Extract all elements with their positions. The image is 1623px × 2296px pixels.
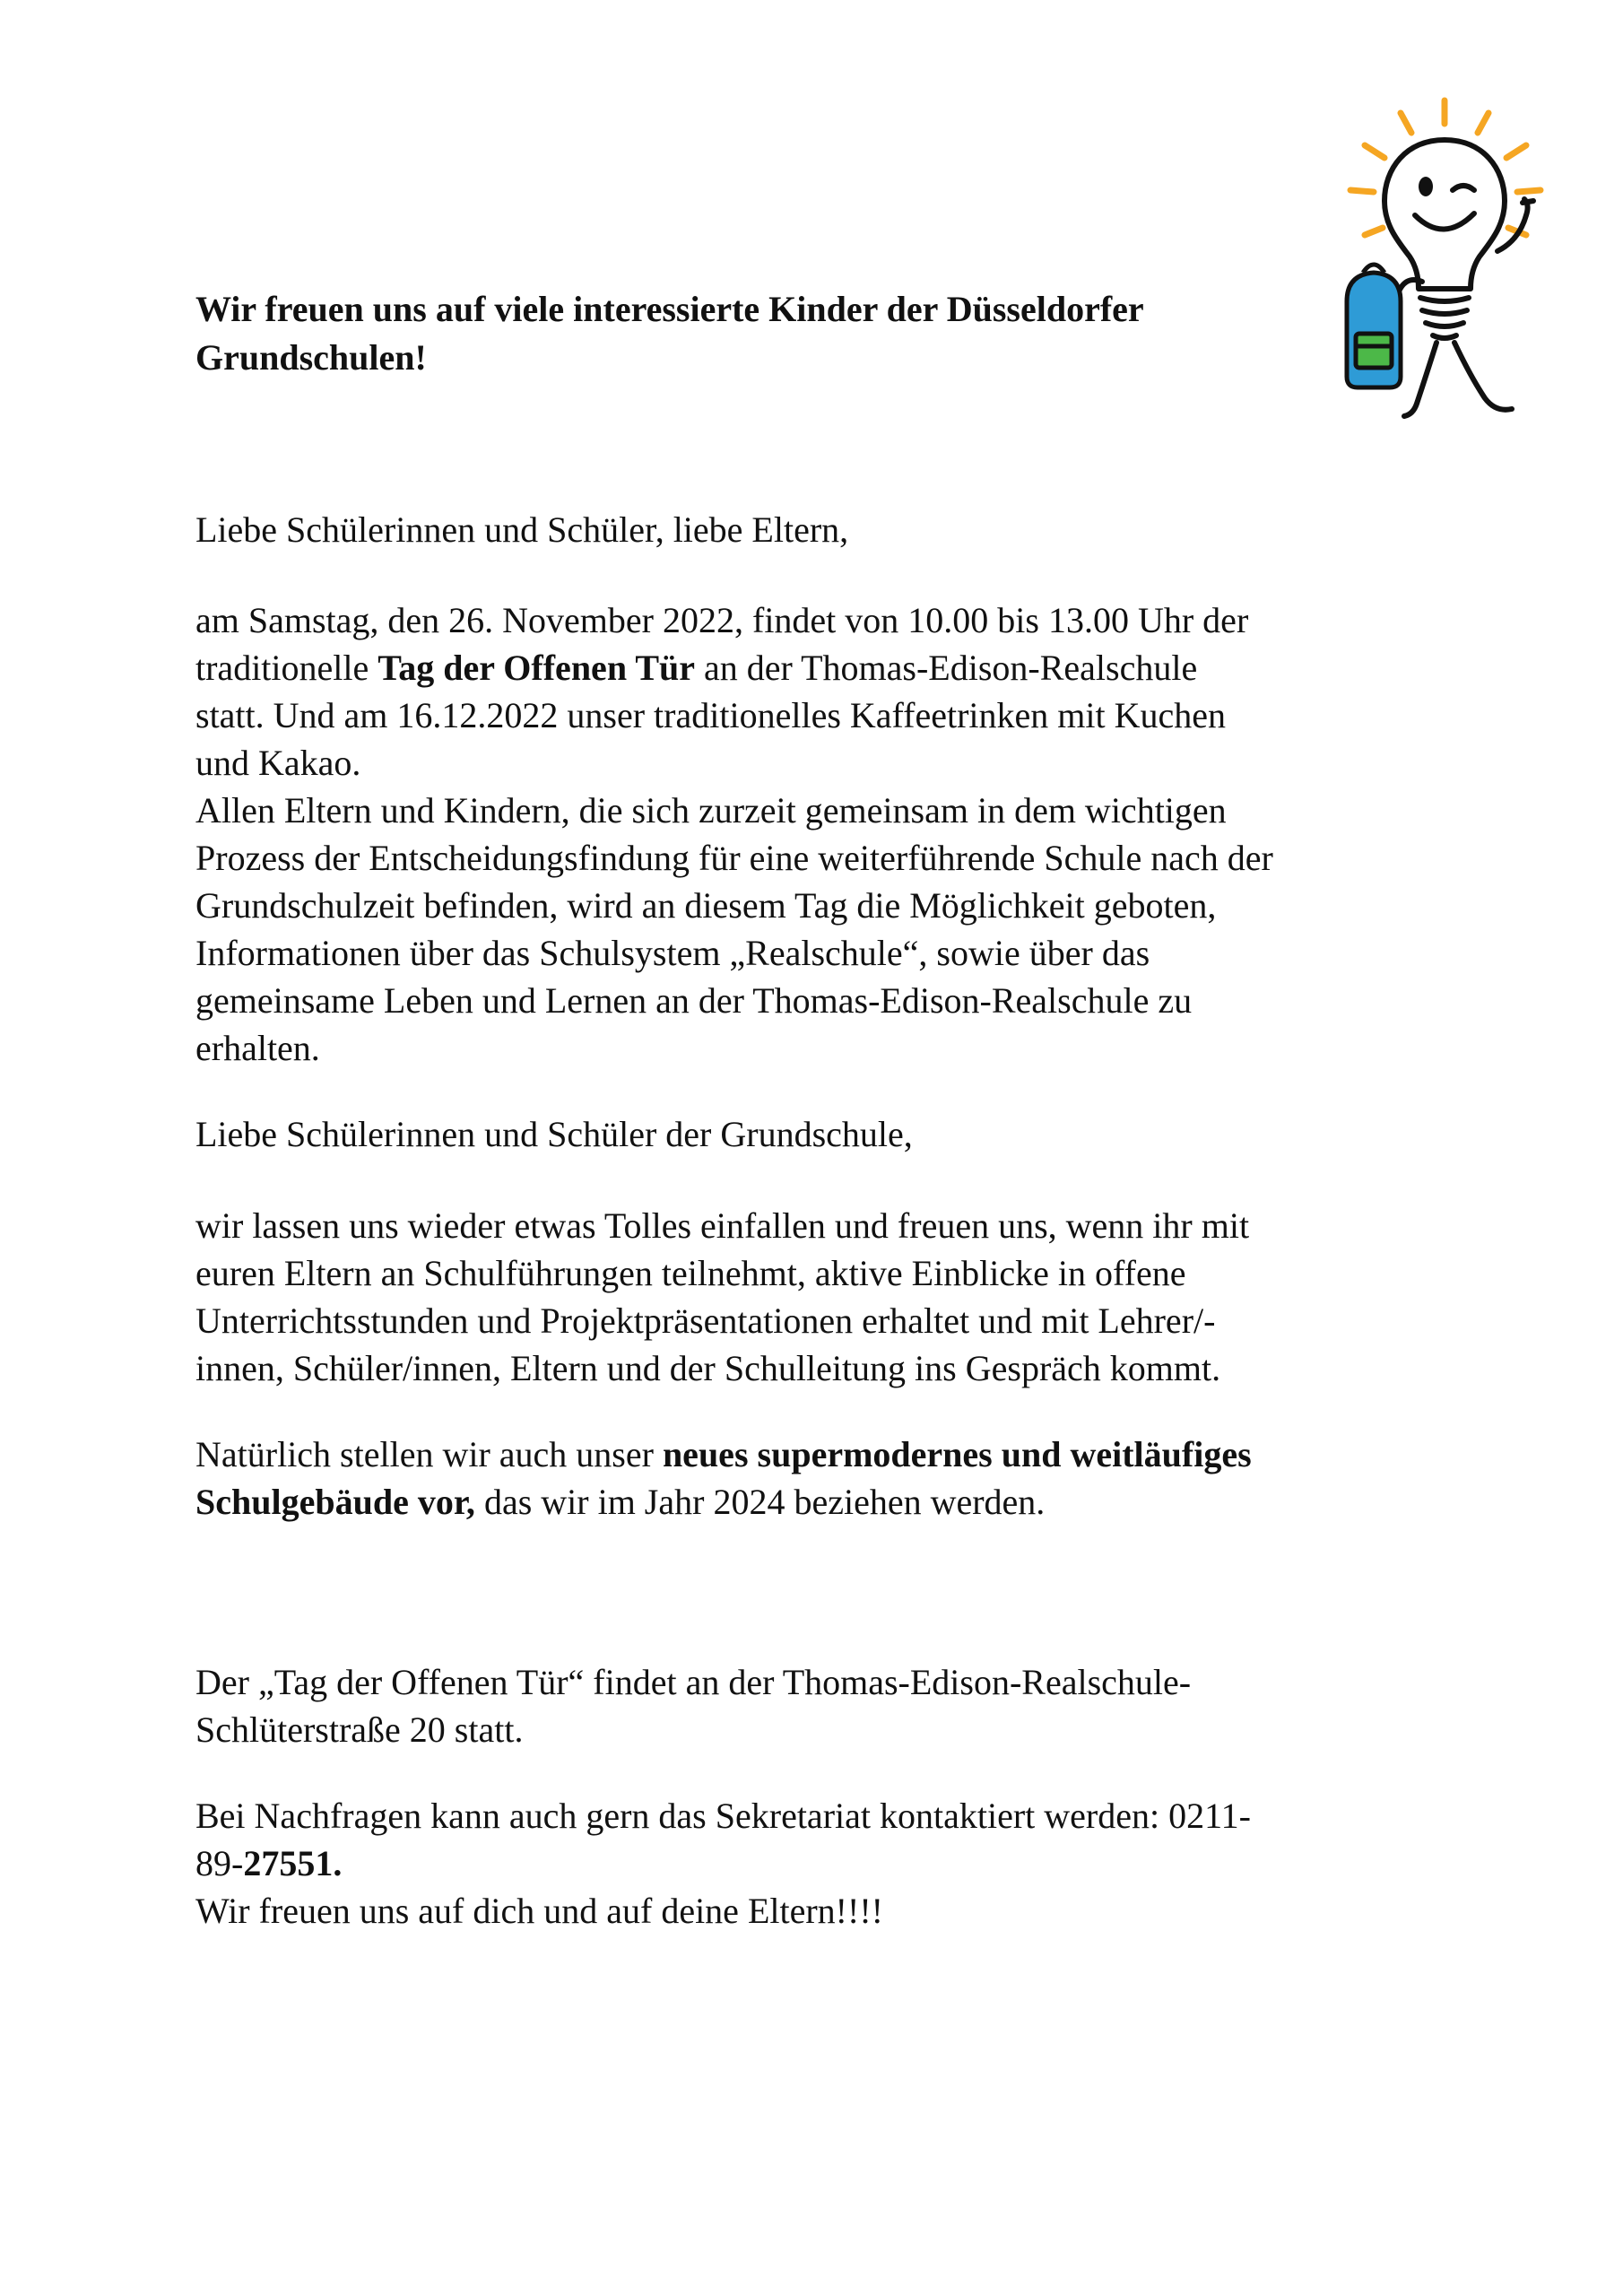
page-heading: [195, 285, 1316, 382]
paragraph-contact: Bei Nachfragen kann auch gern das Sekretariat kontaktiert werden: 0211- 89-27551. Wir freuen uns auf dich und auf deine Eltern!!!!: [195, 1792, 1469, 1935]
event-name: Tag der Offenen Tür: [378, 648, 696, 688]
new-building-highlight: neues supermodernes und weitläufiges: [662, 1434, 1252, 1474]
paragraph-address: Der „Tag der Offenen Tür“ findet an der Thomas-Edison-Realschule- Schlüterstraße 20 statt.: [195, 1662, 1192, 1750]
paragraph-activities: wir lassen uns wieder etwas Tolles einfallen und freuen uns, wenn ihr mit euren Eltern an Schulführungen teilnehmt, aktive Einblicke in offene Unterrichtsstunden und Projektpräsentationen erhaltet und mit Lehrer/- innen, Schüler/innen, Eltern und der Schulleitung ins Gespräch kommt.: [195, 1205, 1250, 1388]
heading-line-1: Wir freuen uns auf viele interessierte Kinder der Düsseldorfer: [195, 289, 1144, 329]
lightbulb-mascot-icon: [1327, 90, 1569, 439]
greeting-students: Liebe Schülerinnen und Schüler der Grundschule,: [195, 1114, 913, 1154]
greeting-parents: Liebe Schülerinnen und Schüler, liebe Eltern,: [195, 509, 849, 550]
closing-line: Wir freuen uns auf dich und auf deine Eltern!!!!: [195, 1891, 883, 1931]
heading-line-2: Grundschulen!: [195, 337, 427, 378]
paragraph-new-building: Natürlich stellen wir auch unser neues supermodernes und weitläufiges Schulgebäude vor, das wir im Jahr 2024 beziehen werden.: [195, 1434, 1252, 1522]
paragraph-event-info: am Samstag, den 26. November 2022, findet von 10.00 bis 13.00 Uhr der traditionelle Tag der Offenen Tür an der Thomas-Edison-Realschule statt. Und am 16.12.2022 unser traditionelles Kaffeetrinken mit Kuchen und Kakao. Allen Eltern und Kindern, die sich zurzeit gemeinsam in dem wichtigen Prozess der Entscheidungsfindung für eine weiterführende Schule nach der Grundschulzeit befinden, wird an diesem Tag die Möglichkeit geboten, Informationen über das Schulsystem „Realschule“, sowie über das gemeinsame Leben und Lernen an der Thomas-Edison-Realschule zu erhalten.: [195, 600, 1273, 1068]
backpack-icon: [1347, 265, 1401, 387]
phone-number: 89-27551.: [195, 1843, 343, 1883]
